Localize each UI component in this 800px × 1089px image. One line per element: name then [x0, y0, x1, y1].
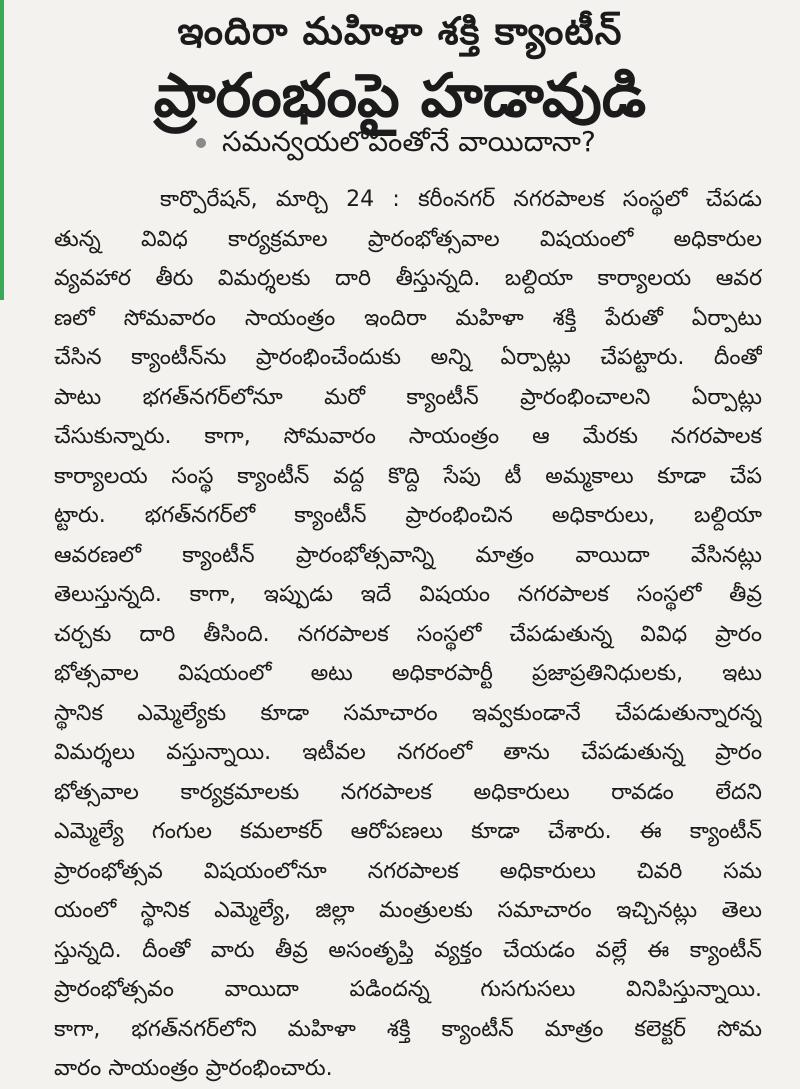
body-line: విమర్శలు వస్తున్నాయి. ఇటీవల నగరంలో తాను చేపడుతున్న ప్రారం [54, 740, 762, 765]
body-line: తెలుస్తున్నది. కాగా, ఇప్పుడు ఇదే విషయం నగరపాలక సంస్థలో తీవ్ర [54, 582, 762, 607]
body-line: ప్రారంభోత్సవం వాయిదా పడిందన్న గుసగుసలు వినిపిస్తున్నాయి. [54, 977, 762, 1002]
body-line: చేసుకున్నారు. కాగా, సోమవారం సాయంత్రం ఆ మేరకు నగరపాలక [54, 424, 762, 449]
body-line: వారం సాయంత్రం ప్రారంభించారు. [54, 1056, 333, 1081]
deck-text: సమన్వయలోపంతోనే వాయిదానా? [222, 125, 596, 158]
body-line: కార్పొరేషన్, మార్చి 24 : కరీంనగర్ నగరపాలక సంస్థలో చేపడు [160, 187, 762, 212]
article-body [54, 180, 762, 1089]
body-line: యంలో స్థానిక ఎమ్మెల్యే, జిల్లా మంత్రులకు సమాచారం ఇచ్చినట్లు తెలు [54, 898, 762, 923]
body-line: ణలో సోమవారం సాయంత్రం ఇందిరా మహిళా శక్తి పేరుతో ఏర్పాటు [54, 305, 762, 331]
body-line: వ్యవహార తీరు విమర్శలకు దారి తీస్తున్నది. బల్దియా కార్యాలయ ఆవర [54, 266, 762, 291]
article-kicker: ఇందిరా మహిళా శక్తి క్యాంటీన్ [177, 9, 623, 53]
body-line: ఆవరణలో క్యాంటీన్ ప్రారంభోత్సవాన్ని మాత్రం వాయిదా వేసినట్లు [54, 542, 762, 568]
article-deck [196, 122, 596, 162]
bullet-icon [196, 138, 206, 148]
body-line: కార్యాలయ సంస్థ క్యాంటీన్ వద్ద కొద్ది సేపు టీ అమ్మకాలు కూడా చేప [54, 463, 762, 489]
body-line: పాటు భగత్‌నగర్‌లోనూ మరో క్యాంటీన్ ప్రారంభించాలని ఏర్పాట్లు [54, 384, 762, 410]
body-line: ప్రారంభోత్సవ విషయంలోనూ నగరపాలక అధికారులు చివరి సమ [54, 858, 762, 884]
body-line: తున్న వివిధ కార్యక్రమాల ప్రారంభోత్సవాల విషయంలో అధికారుల [54, 226, 762, 252]
body-line: చేసిన క్యాంటీన్‌ను ప్రారంభించేందుకు అన్ని ఏర్పాట్లు చేపట్టారు. దీంతో [54, 345, 762, 370]
body-line: చర్చకు దారి తీసింది. నగరపాలక సంస్థలో చేపడుతున్న వివిధ ప్రారం [54, 621, 762, 647]
body-line: భోత్సవాల విషయంలో అటు అధికారపార్టీ ప్రజాప్రతినిధులకు, ఇటు [54, 661, 762, 686]
body-line: ట్టారు. భగత్‌నగర్‌లో క్యాంటీన్ ప్రారంభించిన అధికారులు, బల్దియా [54, 503, 762, 528]
body-line: కాగా, భగత్‌నగర్‌లోని మహిళా శక్తి క్యాంటీన్ మాత్రం కలెక్టర్ సోమ [54, 1016, 762, 1042]
article-headline: ప్రారంభంపై హడావుడి [153, 61, 647, 131]
body-line: స్తున్నది. దీంతో వారు తీవ్ర అసంతృప్తి వ్యక్తం చేయడం వల్లే ఈ క్యాంటీన్ [54, 937, 762, 963]
body-line: ఎమ్మెల్యే గంగుల కమలాకర్ ఆరోపణలు కూడా చేశారు. ఈ క్యాంటీన్ [54, 819, 762, 844]
body-line: భోత్సవాల కార్యక్రమాలకు నగరపాలక అధికారులు రావడం లేదని [54, 779, 762, 805]
body-line: స్థానిక ఎమ్మెల్యేకు కూడా సమాచారం ఇవ్వకుండానే చేపడుతున్నారన్న [54, 700, 762, 726]
